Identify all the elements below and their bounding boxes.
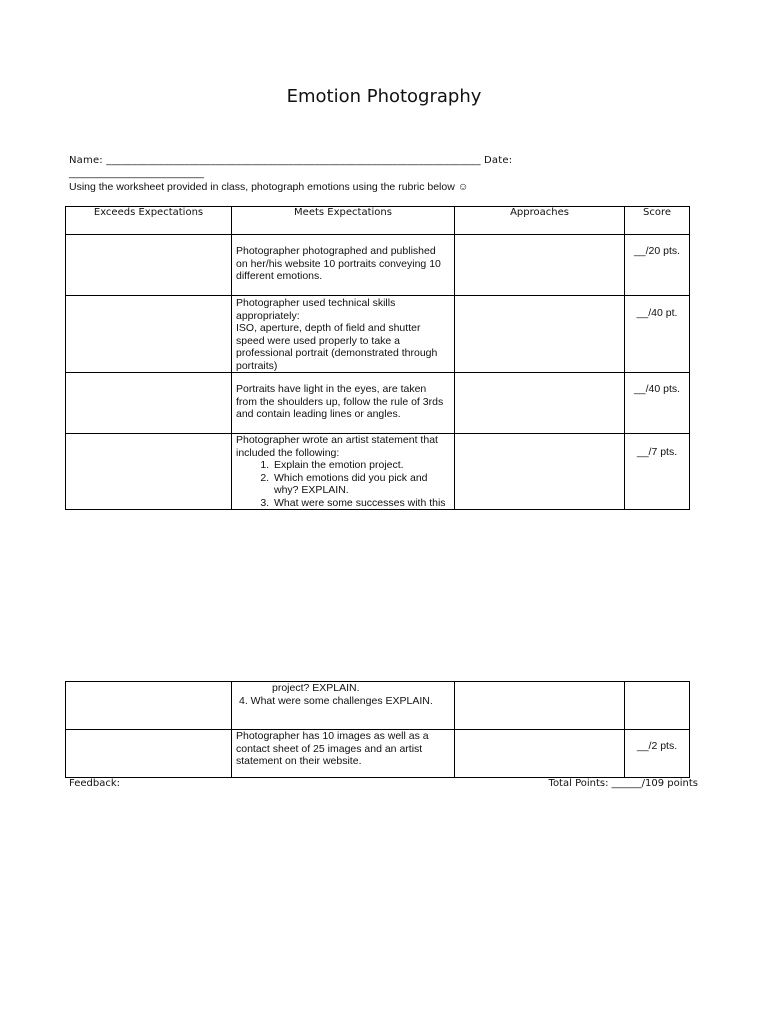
criterion-line: 4. What were some challenges EXPLAIN. <box>239 694 433 707</box>
criterion-text <box>232 434 454 509</box>
criterion-text <box>232 296 454 372</box>
score-value: __/20 pts. <box>633 245 681 257</box>
rubric-table-continued <box>65 681 690 778</box>
exceeds-cell <box>66 730 232 778</box>
score-value: __/2 pts. <box>636 740 678 752</box>
header-row <box>66 207 690 235</box>
approaches-cell <box>455 373 625 434</box>
score-cell <box>625 296 690 373</box>
header-approaches: Approaches <box>455 207 625 235</box>
criterion-line: ISO, aperture, depth of field and shutter speed were used properly to take a professional portrait (demonstrated through portraits) <box>236 322 438 372</box>
total-points: Total Points: ______/109 points <box>548 778 698 789</box>
list-item: 3. What were some successes with this <box>272 497 450 510</box>
table-row <box>66 682 690 730</box>
table-row <box>66 373 690 434</box>
criterion-line: Photographer used technical skills appropriately: <box>236 297 396 322</box>
exceeds-cell <box>66 296 232 373</box>
criterion-intro: Photographer wrote an artist statement that included the following: <box>236 434 438 459</box>
table-row <box>66 730 690 778</box>
score-value: __/7 pts. <box>636 446 678 458</box>
table-row <box>66 434 690 510</box>
criterion-list <box>236 459 450 509</box>
date-underline: ___________________________ <box>69 168 204 179</box>
meets-cell <box>232 434 455 510</box>
score-cell <box>625 682 690 730</box>
approaches-cell <box>455 682 625 730</box>
header-meets: Meets Expectations <box>232 207 455 235</box>
list-item: 1. Explain the emotion project. <box>272 459 450 472</box>
exceeds-cell <box>66 235 232 296</box>
meets-cell <box>232 235 455 296</box>
score-cell <box>625 730 690 778</box>
approaches-cell <box>455 434 625 510</box>
instructions: Using the worksheet provided in class, photograph emotions using the rubric below ☺ <box>69 181 469 193</box>
score-cell <box>625 373 690 434</box>
score-value: __/40 pt. <box>636 307 678 319</box>
meets-cell <box>232 682 455 730</box>
criterion-text <box>232 682 454 707</box>
meets-cell <box>232 296 455 373</box>
meets-cell <box>232 373 455 434</box>
approaches-cell <box>455 730 625 778</box>
table-row <box>66 235 690 296</box>
exceeds-cell <box>66 682 232 730</box>
name-date-line: Name: ________________________________________________________________________ Date: <box>69 155 513 166</box>
criterion-line: project? EXPLAIN. <box>272 682 360 694</box>
criterion-text: Photographer photographed and published on her/his website 10 portraits conveying 10 different emotions. <box>236 245 441 282</box>
rubric-table <box>65 206 690 510</box>
meets-cell <box>232 730 455 778</box>
header-exceeds: Exceeds Expectations <box>66 207 232 235</box>
approaches-cell <box>455 235 625 296</box>
score-cell <box>625 434 690 510</box>
table-row <box>66 296 690 373</box>
document-title: Emotion Photography <box>286 86 482 107</box>
criterion-text: Portraits have light in the eyes, are taken from the shoulders up, follow the rule of 3rds and contain leading lines or angles. <box>236 383 444 420</box>
score-value: __/40 pts. <box>633 383 681 395</box>
approaches-cell <box>455 296 625 373</box>
exceeds-cell <box>66 373 232 434</box>
feedback-label: Feedback: <box>69 778 120 789</box>
criterion-text: Photographer has 10 images as well as a contact sheet of 25 images and an artist statement on their website. <box>236 730 429 767</box>
list-item: 2. Which emotions did you pick and why? EXPLAIN. <box>272 472 450 497</box>
score-cell <box>625 235 690 296</box>
exceeds-cell <box>66 434 232 510</box>
header-score: Score <box>625 207 690 235</box>
